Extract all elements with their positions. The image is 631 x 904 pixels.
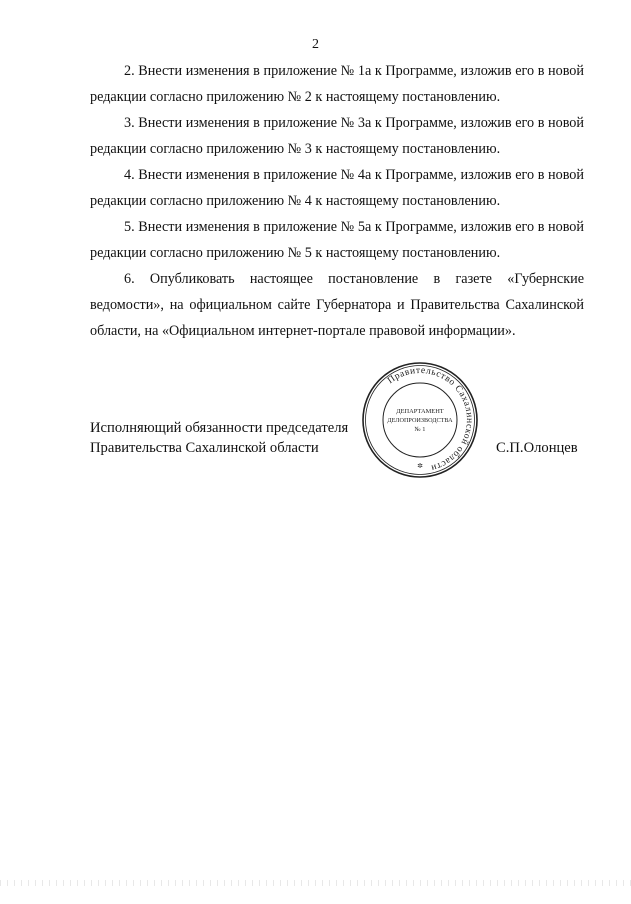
paragraph-3: 3. Внести изменения в приложение № 3а к Программе, изложив его в новой редакции согласно приложению № 3 к настоящему постановлению. [90, 115, 584, 157]
official-seal [360, 360, 480, 480]
paragraph-5: 5. Внести изменения в приложение № 5а к Программе, изложив его в новой редакции согласно приложению № 5 к настоящему постановлению. [90, 219, 584, 261]
paragraph-2: 2. Внести изменения в приложение № 1а к Программе, изложив его в новой редакции согласно приложению № 2 к настоящему постановлению. [90, 63, 584, 105]
seal-inner-line2: ДЕЛОПРОИЗВОДСТВА [387, 417, 453, 424]
paragraph-6: 6. Опубликовать настоящее постановление в газете «Губернские ведомости», на официальном сайте Губернатора и Правительства Сахалинской области, на «Официальном интернет-портале правовой информации». [90, 271, 584, 339]
signatory-title-line2: Правительства Сахалинской области [90, 440, 319, 456]
signatory-title [90, 418, 348, 458]
scan-noise [0, 880, 631, 886]
seal-outer-text: Правительство Сахалинской области [385, 365, 475, 473]
seal-inner-line1: ДЕПАРТАМЕНТ [396, 408, 444, 415]
seal-inner-line3: № 1 [414, 426, 426, 433]
paragraph-4: 4. Внести изменения в приложение № 4а к Программе, изложив его в новой редакции согласно приложению № 4 к настоящему постановлению. [90, 167, 584, 209]
signatory-title-line1: Исполняющий обязанности председателя [90, 420, 349, 436]
page-number: 2 [312, 37, 319, 52]
signatory-name: С.П.Олонцев [496, 440, 578, 456]
seal-star-icon: ✲ [417, 462, 423, 470]
document-body [90, 58, 584, 344]
